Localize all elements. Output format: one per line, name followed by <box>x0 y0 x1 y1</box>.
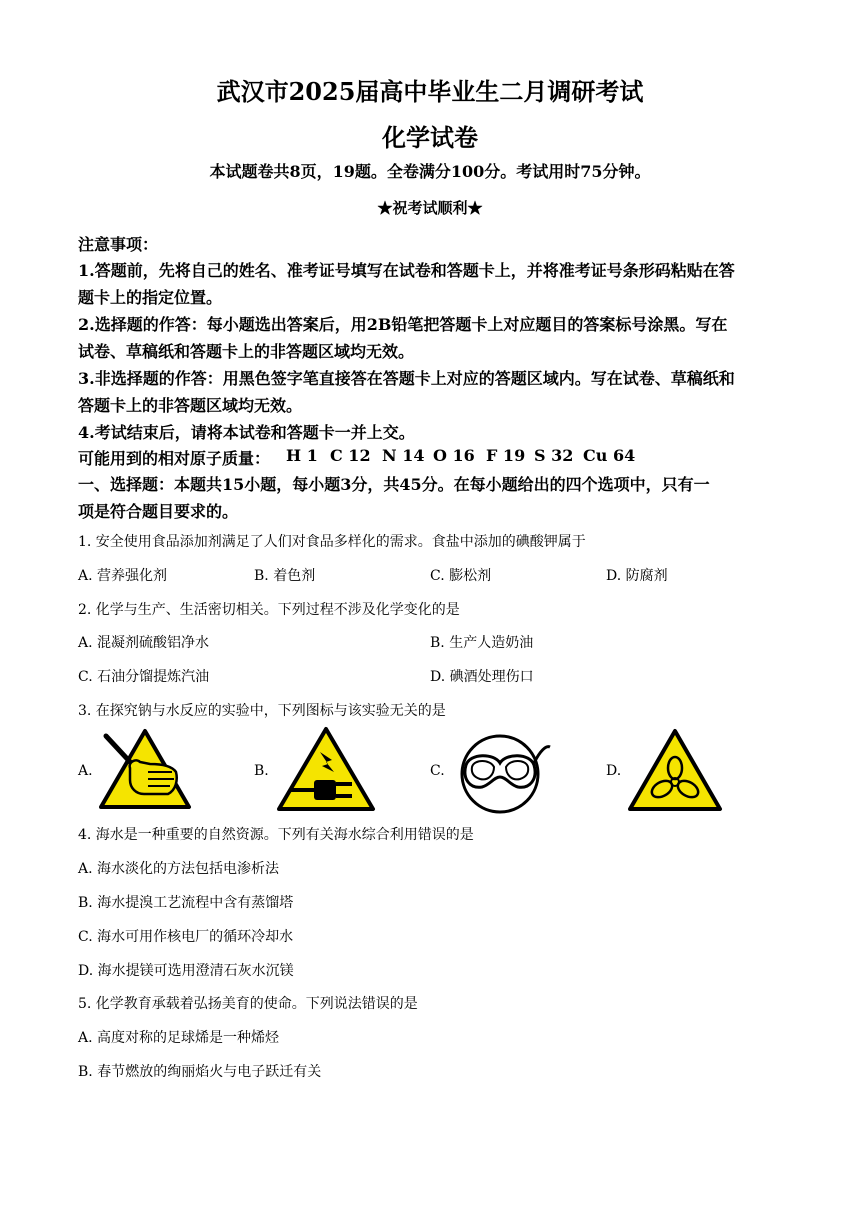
notes-heading: 注意事项： <box>78 235 159 254</box>
eye-protection-icon <box>450 729 554 815</box>
note-line: 题卡上的指定位置。 <box>78 288 223 307</box>
option-a: A. 营养强化剂 <box>78 568 168 584</box>
note-line: 1.答题前，先将自己的姓名、准考证号填写在试卷和答题卡上，并将准考证号条形码粘贴在答 <box>78 261 735 280</box>
option-a: A. 混凝剂硫酸铝净水 <box>78 635 210 651</box>
question-stem: 2. 化学与生产、生活密切相关。下列过程不涉及化学变化的是 <box>78 602 460 618</box>
option-d: D. 防腐剂 <box>606 568 668 584</box>
option-b: B. 春节燃放的绚丽焰火与电子跃迁有关 <box>78 1064 322 1080</box>
option-b: B. <box>254 763 269 779</box>
option-a: A. 海水淡化的方法包括电渗析法 <box>78 861 280 877</box>
option-a: A. <box>78 763 93 779</box>
atomic-mass-item: S 32 <box>534 446 574 465</box>
hand-protection-icon <box>98 728 192 810</box>
option-d: D. 碘酒处理伤口 <box>430 669 534 685</box>
option-a: A. 高度对称的足球烯是一种烯烃 <box>78 1030 280 1046</box>
question-stem: 4. 海水是一种重要的自然资源。下列有关海水综合利用错误的是 <box>78 827 474 843</box>
note-line: 4.考试结束后，请将本试卷和答题卡一并上交。 <box>78 423 415 442</box>
atomic-mass-item: F 19 <box>486 446 526 465</box>
wish-line: ★祝考试顺利★ <box>377 199 483 217</box>
option-c: C. <box>430 763 445 779</box>
option-c: C. 石油分馏提炼汽油 <box>78 669 210 685</box>
section-heading: 一、选择题：本题共15小题，每小题3分，共45分。在每小题给出的四个选项中，只有一 <box>78 475 710 494</box>
note-line: 2.选择题的作答：每小题选出答案后，用2B铅笔把答题卡上对应题目的答案标号涂黑。写在 <box>78 315 728 334</box>
atomic-mass-item: C 12 <box>330 446 371 465</box>
section-heading-cont: 项是符合题目要求的。 <box>78 502 239 521</box>
question-stem: 1. 安全使用食品添加剂满足了人们对食品多样化的需求。食盐中添加的碘酸钾属于 <box>78 534 586 550</box>
question-stem: 5. 化学教育承载着弘扬美育的使命。下列说法错误的是 <box>78 996 418 1012</box>
option-b: B. 海水提溴工艺流程中含有蒸馏塔 <box>78 895 294 911</box>
option-c: C. 膨松剂 <box>430 568 492 584</box>
option-c: C. 海水可用作核电厂的循环冷却水 <box>78 929 294 945</box>
note-line: 答题卡上的非答题区域均无效。 <box>78 396 303 415</box>
exam-info: 本试题卷共8页，19题。全卷满分100分。考试用时75分钟。 <box>209 162 651 181</box>
option-d: D. <box>606 763 622 779</box>
electrical-hazard-icon <box>276 726 376 812</box>
atomic-mass-item: O 16 <box>433 446 475 465</box>
question-stem: 3. 在探究钠与水反应的实验中，下列图标与该实验无关的是 <box>78 703 446 719</box>
option-b: B. 生产人造奶油 <box>430 635 534 651</box>
subject-title: 化学试卷 <box>382 123 478 152</box>
atomic-mass-item: Cu 64 <box>583 446 636 465</box>
atomic-mass-item: N 14 <box>382 446 425 465</box>
exam-title: 武汉市2025届高中毕业生二月调研考试 <box>216 77 644 106</box>
option-d: D. 海水提镁可选用澄清石灰水沉镁 <box>78 963 294 979</box>
option-b: B. 着色剂 <box>254 568 316 584</box>
atomic-mass-item: H 1 <box>286 446 318 465</box>
note-line: 3.非选择题的作答：用黑色签字笔直接答在答题卡上对应的答题区域内。写在试卷、草稿纸和 <box>78 369 735 388</box>
note-line: 试卷、草稿纸和答题卡上的非答题区域均无效。 <box>78 342 415 361</box>
atomic-mass-label: 可能用到的相对原子质量： <box>78 449 271 468</box>
fan-ventilation-icon <box>627 728 723 812</box>
